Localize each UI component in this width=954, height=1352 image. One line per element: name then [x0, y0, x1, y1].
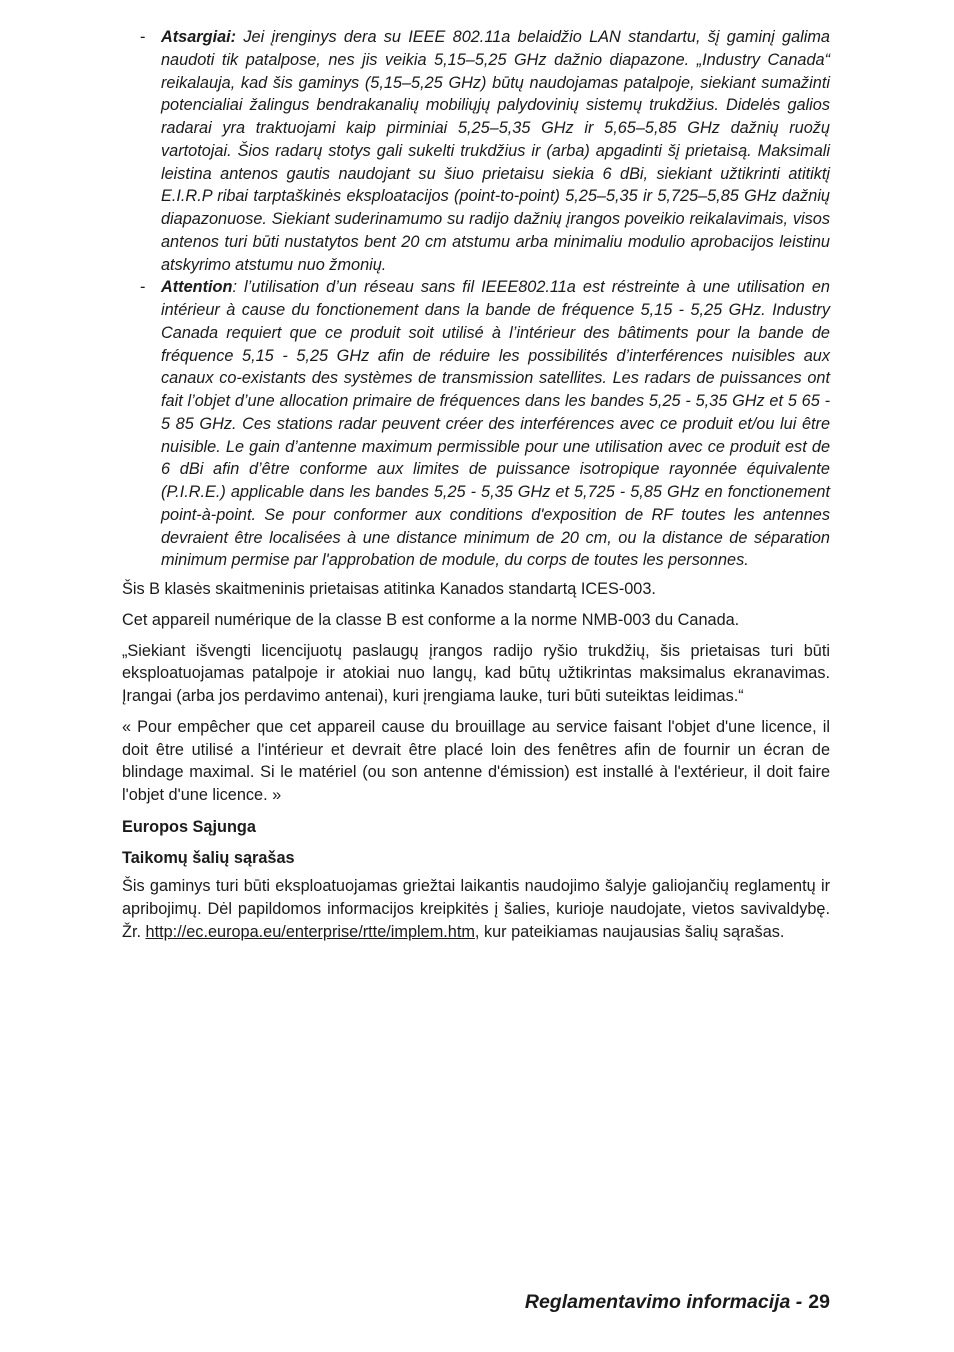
- bullet-dash: -: [140, 28, 146, 46]
- countries-text-before: Šis gaminys turi būti eksploatuojamas griežtai laikantis naudojimo šalyje galiojančių reglamentų ir apribojimų. Dėl papildomos informacijos kreipkitės į šalies, kurioje naudojate, vietos savivaldybę. Žr.: [122, 877, 830, 941]
- bullet-lead: Attention: [161, 278, 233, 297]
- europa-link[interactable]: http://ec.europa.eu/enterprise/rtte/implem.htm: [145, 922, 475, 941]
- page-content: [122, 26, 830, 944]
- paragraph-ices-lt: Šis B klasės skaitmeninis prietaisas atitinka Kanados standartą ICES-003.: [122, 580, 656, 598]
- paragraph-license-lt: „Siekiant išvengti licencijuotų paslaugų įrangos radijo ryšio trukdžių, šis prietaisas turi būti eksploatuojamas patalpoje ir atokiai nuo langų, kad būtų užtikrintas maksimalus ekranavimas. Įrangai (arba jos perdavimo antenai), kuri įrengiama lauke, turi būti suteiktas leidimas.“: [122, 641, 830, 705]
- bullet-text: : l’utilisation d’un réseau sans fil IEEE802.11a est réstreinte à une utilisation en intérieur à cause du fonctionement dans la bande de fréquence 5,15 - 5,25 GHz. Industry Canada requiert que ce produit soit utilisé à l’intérieur des bâtiments pour la bande de fréquence 5,15 - 5,25 GHz afin de réduire les possibilités d’interférences nuisibles aux canaux co-existants des systèmes de transmission satellites. Les radars de puissances ont fait l’objet d’une allocation primaire de fréquences dans les bandes 5,25 - 5,35 GHz et 5 65 - 5 85 GHz. Ces stations radar peuvent créer des interférences avec ce produit et/ou lui être nuisible. Le gain d’antenne maximum permissible pour une utilisation avec ce produit est de 6 dBi afin d’être conforme aux limites de puissance isotropique rayonnée équivalente (P.I.R.E.) applicable dans les bandes 5,25 - 5,35 GHz et 5,725 - 5,85 GHz en fonctionement point-à-point. Se pour conformer aux conditions d'exposition de RF toutes les antennes devraient être localisées à une distance minimum de 20 cm, ou la distance de séparation minimum permise par l'approbation de module, du corps de toutes les personnes.: [161, 278, 830, 570]
- bullet-dash: -: [140, 278, 146, 297]
- heading-countries: Taikomų šalių sąrašas: [122, 848, 295, 867]
- bullet-lt-warning: [122, 26, 830, 276]
- bullet-body: [161, 26, 830, 276]
- page-footer: [0, 1291, 830, 1314]
- paragraph-license-fr: « Pour empêcher que cet appareil cause du brouillage au service faisant l'objet d'une licence, il doit être utilisé a l'intérieur et devrait être placé loin des fenêtres afin de fournir un écran de blindage maximal. Si le matériel (ou son antenne d'émission) est installé à l'extérieur, il doit faire l'objet d'une licence. »: [122, 717, 830, 804]
- bullet-fr-attention: [122, 276, 830, 572]
- bullet-body: [161, 276, 830, 572]
- bullet-text: Jei įrenginys dera su IEEE 802.11a belaidžio LAN standartu, šį gaminį galima naudoti tik patalpose, nes jis veikia 5,15–5,25 GHz dažnio diapazone. „Industry Canada“ reikalauja, kad šis gaminys (5,15–5,25 GHz) būtų naudojamas patalpoje, siekiant sumažinti potencialiai žalingus bendrakanalių mobiliųjų palydovinių sistemų trukdžius. Didelės galios radarai yra traktuojami kaip pirminiai 5,25–5,35 GHz ir 5,65–5,85 GHz dažnių ruožų vartotojai. Šios radarų stotys gali sukelti trukdžius ir (arba) apgadinti šį prietaisą. Maksimali leistina antenos gautis naudojant su šiuo prietaisu siekia 6 dBi, siekiant užtikrinti atitiktį E.I.R.P ribai tarptaškinės eksploatacijos (point-to-point) 5,25–5,35 ir 5,725–5,85 GHz dažnių diapazonuose. Siekiant suderinamumo su radijo dažnių įrangos poveikio reikalavimais, visos antenos turi būti nustatytos bent 20 cm atstumu arba minimaliu modulio aprobacijos leistinu atskyrimo atstumu nuo žmonių.: [161, 28, 830, 274]
- heading-eu: Europos Sąjunga: [122, 817, 256, 836]
- paragraph-ices-fr: Cet appareil numérique de la classe B est conforme a la norme NMB-003 du Canada.: [122, 610, 740, 629]
- page-number: 29: [808, 1291, 830, 1313]
- bullet-lead: Atsargiai:: [161, 28, 237, 46]
- paragraph-countries: [122, 875, 830, 943]
- countries-text-after: , kur pateikiamas naujausias šalių sąrašas.: [474, 922, 785, 941]
- footer-title: Reglamentavimo informacija -: [524, 1291, 803, 1313]
